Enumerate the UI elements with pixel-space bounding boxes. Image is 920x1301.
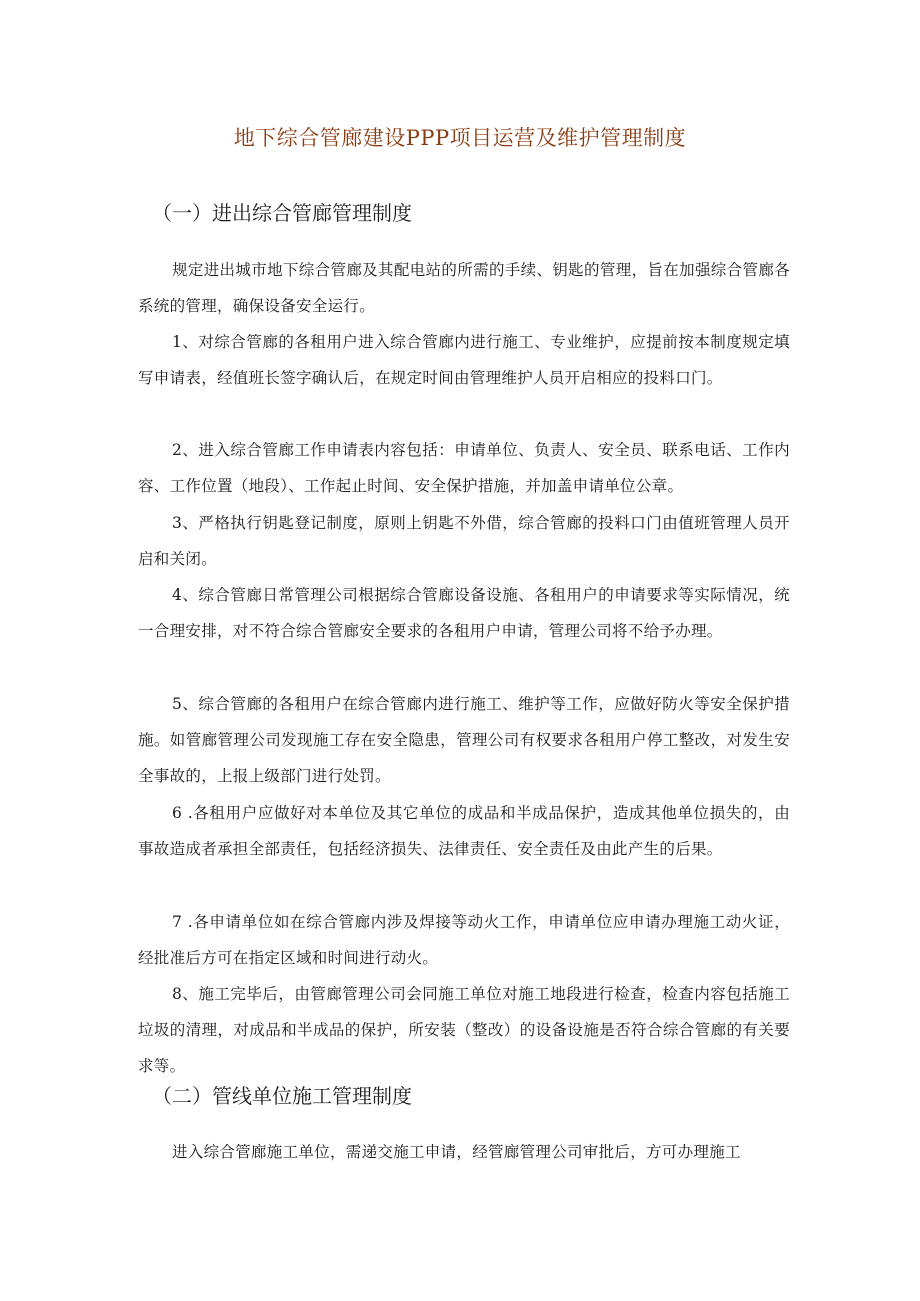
- paragraph-item-2: 2、进入综合管廊工作申请表内容包括：申请单位、负责人、安全员、联系电话、工作内容、工作位置（地段）、工作起止时间、安全保护措施，并加盖申请单位公章。: [138, 441, 790, 495]
- paragraph-item-6: 6 .各租用户应做好对本单位及其它单位的成品和半成品保护，造成其他单位损失的，由事故造成者承担全部责任，包括经济损失、法律责任、安全责任及由此产生的后果。: [138, 804, 790, 858]
- paragraph-item-7: 7 .各申请单位如在综合管廊内涉及焊接等动火工作，申请单位应申请办理施工动火证，经批准后方可在指定区域和时间进行动火。: [138, 913, 790, 967]
- paragraph-item-8: 8、施工完毕后，由管廊管理公司会同施工单位对施工地段进行检查，检查内容包括施工垃圾的清理，对成品和半成品的保护，所安装（整改）的设备设施是否符合综合管廊的有关要求等。: [138, 985, 790, 1075]
- paragraph-item-4: 4、综合管廊日常管理公司根据综合管廊设备设施、各租用户的申请要求等实际情况，统一合理安排，对不符合综合管廊安全要求的各租用户申请，管理公司将不给予办理。: [138, 586, 790, 640]
- paragraph-intro: 规定进出城市地下综合管廊及其配电站的所需的手续、钥匙的管理，旨在加强综合管廊各系统的管理，确保设备安全运行。: [138, 261, 790, 315]
- section-heading-2: （二）管线单位施工管理制度: [152, 1084, 412, 1108]
- section-heading-1: （一）进出综合管廊管理制度: [152, 201, 412, 225]
- paragraph-item-5: 5、综合管廊的各租用户在综合管廊内进行施工、维护等工作，应做好防火等安全保护措施。如管廊管理公司发现施工存在安全隐患，管理公司有权要求各租用户停工整改，对发生安全事故的，上报上级部门进行处罚。: [138, 695, 790, 785]
- paragraph-item-1: 1、对综合管廊的各租用户进入综合管廊内进行施工、专业维护，应提前按本制度规定填写申请表，经值班长签字确认后，在规定时间由管理维护人员开启相应的投料口门。: [138, 333, 790, 387]
- paragraph-item-3: 3、严格执行钥匙登记制度，原则上钥匙不外借，综合管廊的投料口门由值班管理人员开启和关闭。: [138, 514, 790, 568]
- paragraph-section2-intro: 进入综合管廊施工单位，需递交施工申请，经管廊管理公司审批后，方可办理施工: [172, 1143, 741, 1161]
- document-title: 地下综合管廊建设PPP项目运营及维护管理制度: [233, 126, 687, 150]
